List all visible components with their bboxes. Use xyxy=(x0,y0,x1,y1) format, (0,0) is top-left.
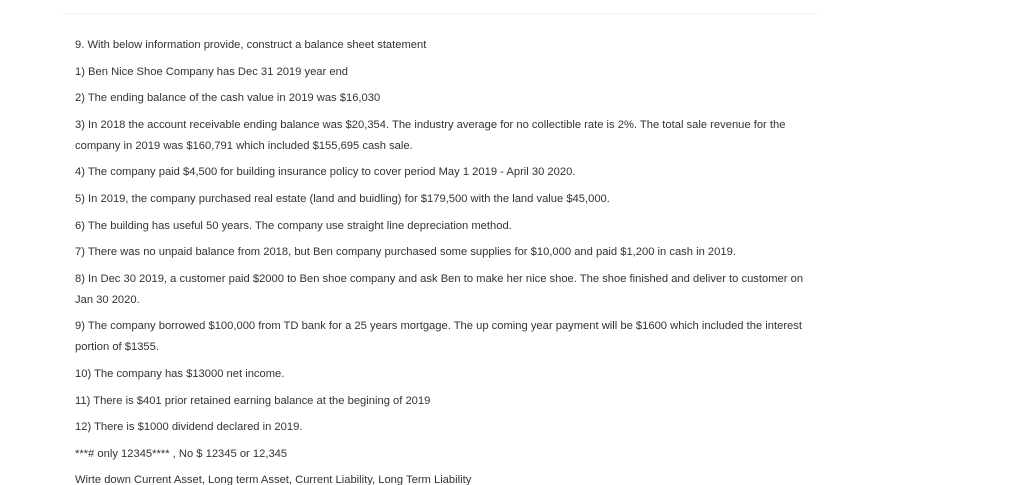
item-7: 7) There was no unpaid balance from 2018, but Ben company purchased some supplies for $10,000 and paid $1,200 in cash in 2019. xyxy=(75,246,736,259)
item-10: 10) The company has $13000 net income. xyxy=(75,367,285,380)
top-divider xyxy=(62,13,818,14)
item-8: 8) In Dec 30 2019, a customer paid $2000 to Ben shoe company and ask Ben to make her nice shoe. The shoe finished and deliver to customer on Jan 30 2020. xyxy=(75,272,804,306)
item-1: 1) Ben Nice Shoe Company has Dec 31 2019 year end xyxy=(75,65,349,78)
question-body xyxy=(75,35,805,485)
item-9: 9) The company borrowed $100,000 from TD bank for a 25 years mortgage. The up coming year payment will be $1600 which included the interest portion of $1355. xyxy=(75,320,802,354)
item-4: 4) The company paid $4,500 for building insurance policy to cover period May 1 2019 - April 30 2020. xyxy=(75,166,576,179)
item-6: 6) The building has useful 50 years. The company use straight line depreciation method. xyxy=(75,219,512,232)
answer-format-note: ***# only 12345**** , No $ 12345 or 12,345 xyxy=(75,447,288,460)
item-3: 3) In 2018 the account receivable ending balance was $20,354. The industry average for no collectible rate is 2%. The total sale revenue for the company in 2019 was $160,791 which included $155,695 cash sale. xyxy=(75,118,786,152)
instruction: Wirte down Current Asset, Long term Asset, Current Liability, Long Term Liability xyxy=(75,474,472,485)
item-12: 12) There is $1000 dividend declared in 2019. xyxy=(75,421,303,434)
item-2: 2) The ending balance of the cash value in 2019 was $16,030 xyxy=(75,92,381,105)
item-11: 11) There is $401 prior retained earning balance at the begining of 2019 xyxy=(75,394,431,407)
question-title: 9. With below information provide, construct a balance sheet statement xyxy=(75,39,427,51)
item-5: 5) In 2019, the company purchased real estate (land and buidling) for $179,500 with the land value $45,000. xyxy=(75,192,610,205)
